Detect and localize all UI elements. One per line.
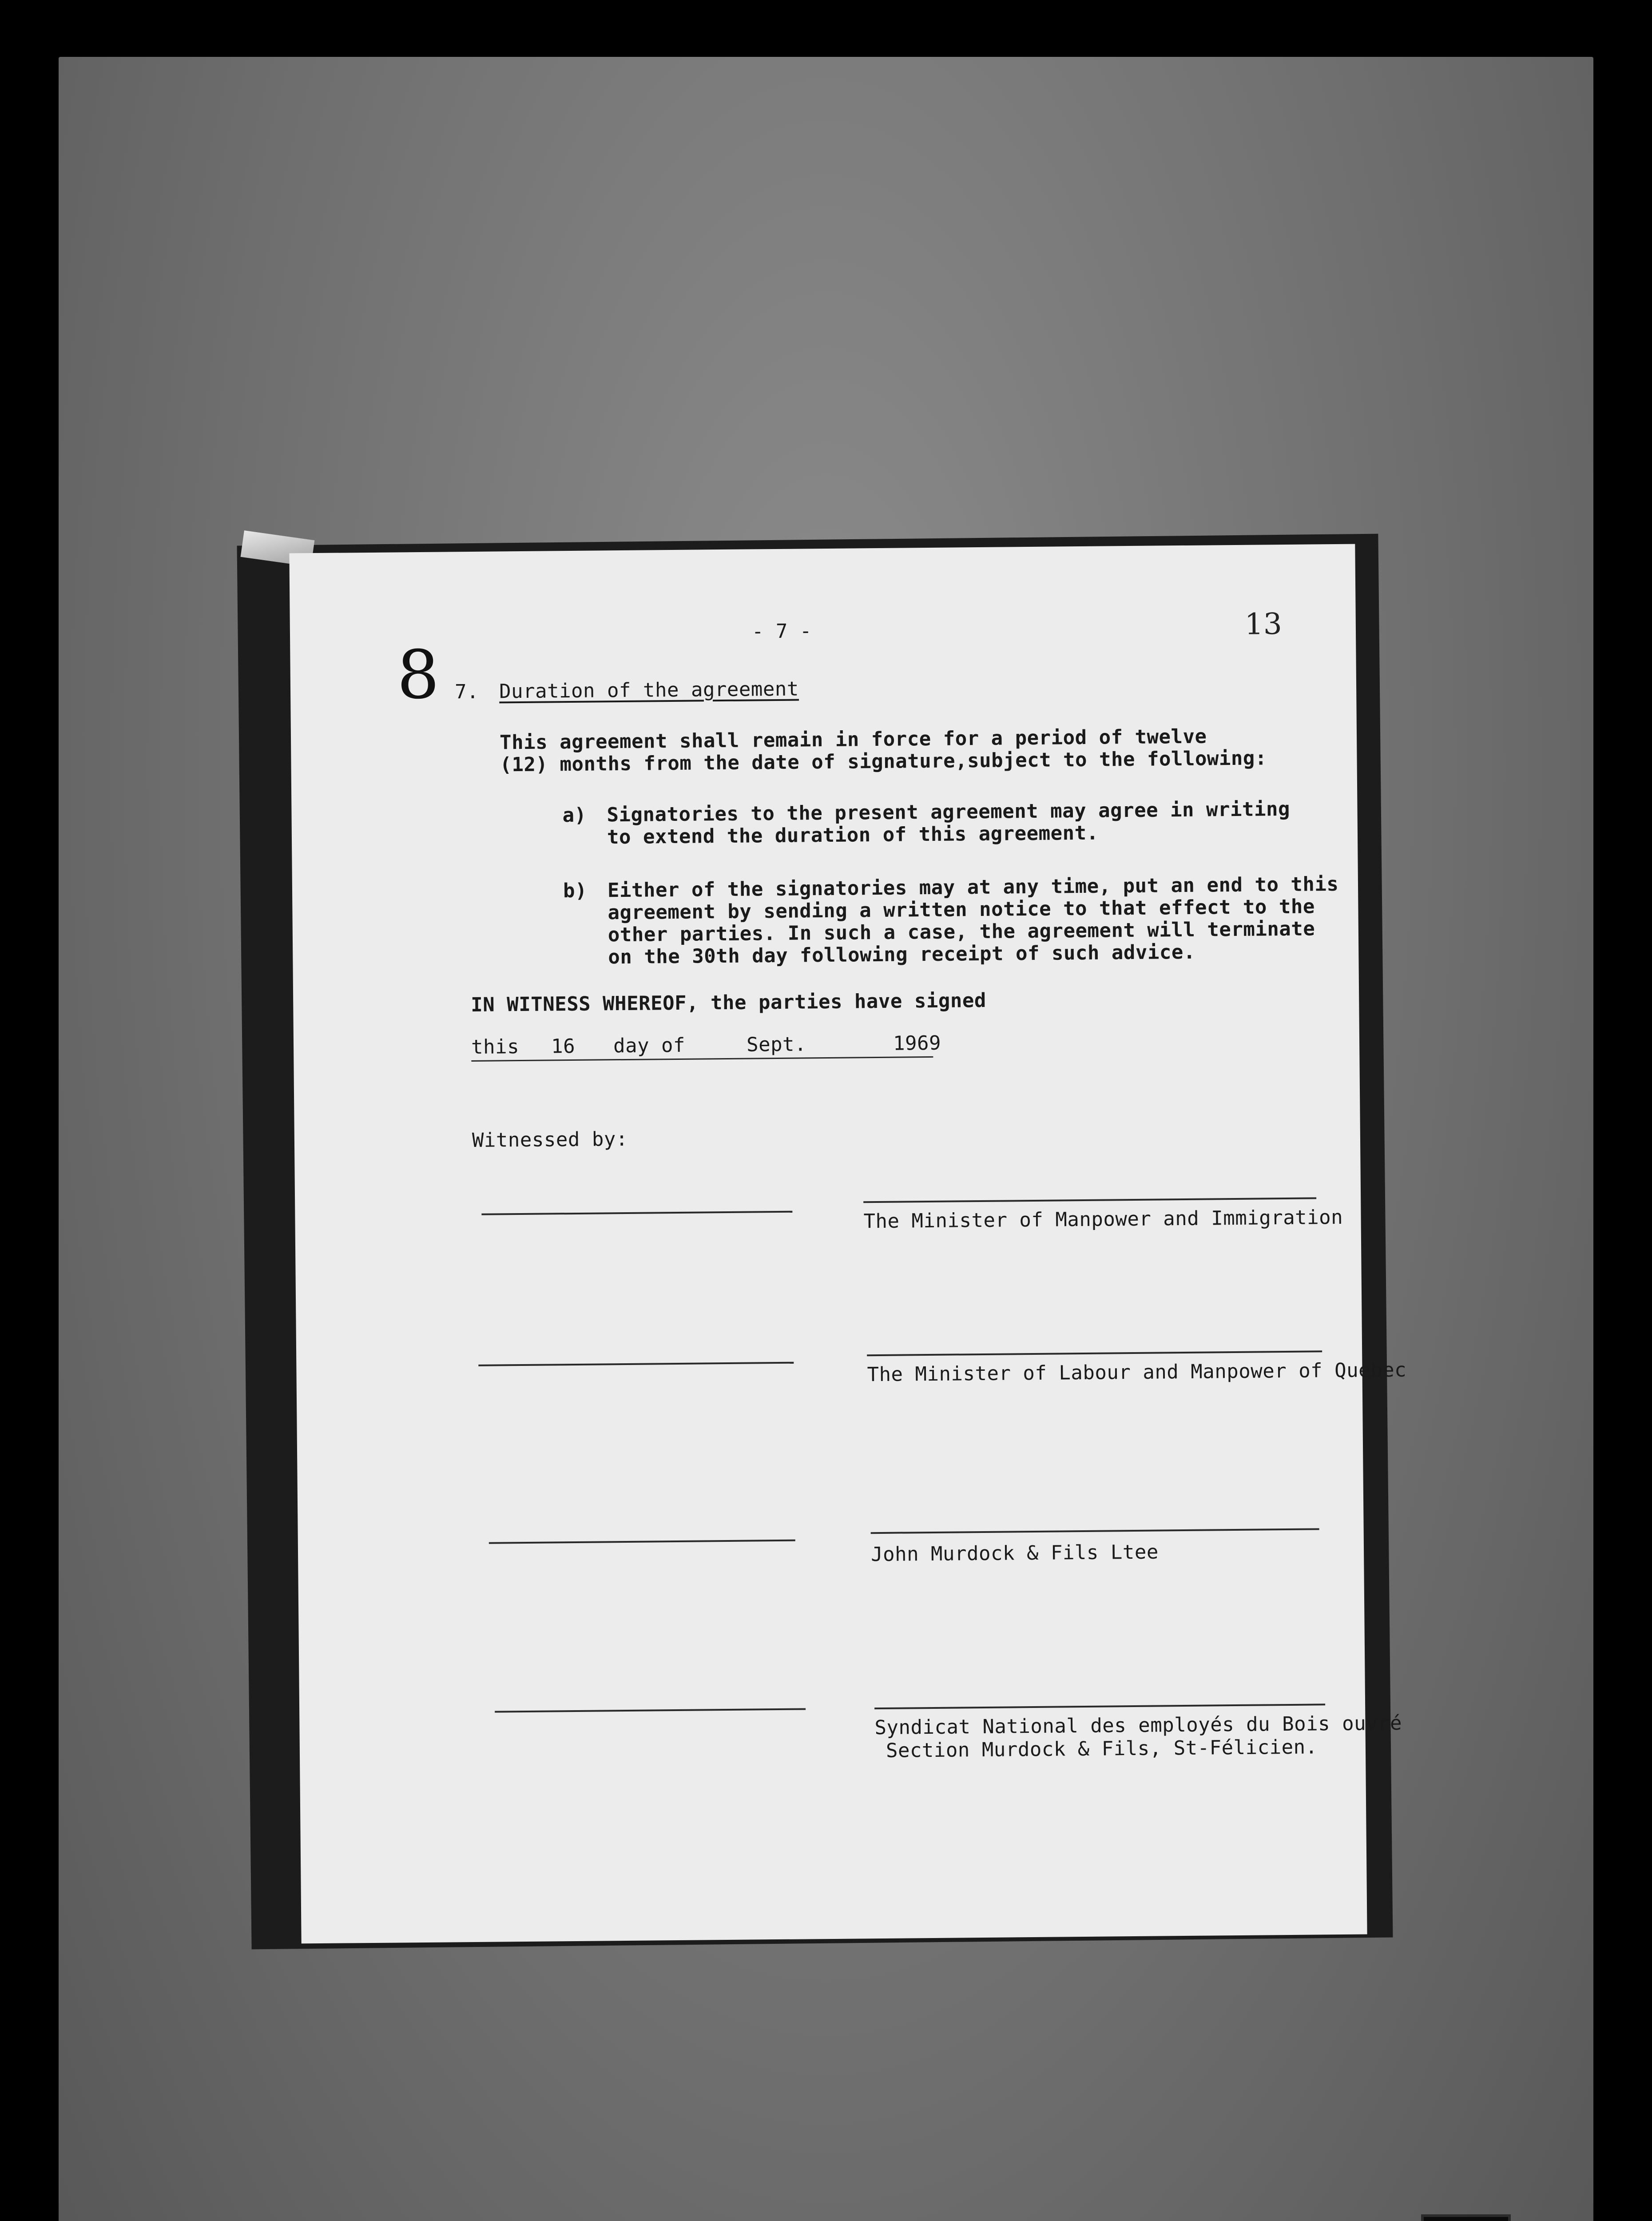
signatory-3: John Murdock & Fils Ltee: [870, 1540, 1159, 1566]
section-title: Duration of the agreement: [499, 677, 799, 703]
item-b-line-2: agreement by sending a written notice to that effect to the: [608, 895, 1315, 924]
section-number: 7.: [454, 680, 479, 704]
date-month: Sept.: [746, 1033, 807, 1056]
document-page: [289, 544, 1407, 1944]
signatory-2: The Minister of Labour and Manpower of Quebec: [867, 1358, 1407, 1386]
item-b-line-3: other parties. In such a case, the agreement will terminate: [608, 917, 1315, 947]
item-b-label: b): [563, 879, 588, 903]
page-label: - 7 -: [751, 620, 812, 643]
signatory-4-line-2: Section Murdock & Fils, St-Félicien.: [886, 1735, 1318, 1762]
signature-line-3: [871, 1528, 1319, 1534]
handwritten-mark: 8: [397, 636, 440, 714]
page-number: 13: [1244, 607, 1283, 641]
date-year: 1969: [893, 1031, 941, 1055]
witness-line-3: [489, 1540, 795, 1544]
film-marker: [1421, 2214, 1511, 2221]
item-b-line-1: Either of the signatories may at any time, put an end to this: [607, 872, 1339, 902]
witness-line-4: [495, 1708, 806, 1712]
witnessed-by: Witnessed by:: [472, 1127, 628, 1152]
signatory-1: The Minister of Manpower and Immigration: [863, 1206, 1343, 1233]
item-a-line-2: to extend the duration of this agreement.: [607, 821, 1099, 849]
witness-clause: IN WITNESS WHEREOF, the parties have signed: [471, 989, 987, 1017]
signature-line-2: [867, 1350, 1322, 1356]
intro-line-2: (12) months from the date of signature,subject to the following:: [500, 747, 1267, 776]
witness-line-2: [478, 1362, 794, 1366]
item-b-line-4: on the 30th day following receipt of such advice.: [608, 940, 1196, 969]
date-day: 16: [551, 1035, 576, 1058]
date-underline: [471, 1056, 933, 1062]
date-day-of: day of: [613, 1034, 686, 1058]
item-a-label: a): [562, 804, 587, 827]
witness-line-1: [481, 1211, 792, 1215]
date-this: this: [471, 1035, 520, 1059]
item-a-line-1: Signatories to the present agreement may agree in writing: [607, 797, 1291, 827]
signature-line-4: [874, 1704, 1325, 1709]
signature-line-1: [863, 1197, 1316, 1203]
intro-line-1: This agreement shall remain in force for a period of twelve: [499, 725, 1207, 754]
signatory-4-line-1: Syndicat National des employés du Bois ouvré: [874, 1712, 1402, 1739]
